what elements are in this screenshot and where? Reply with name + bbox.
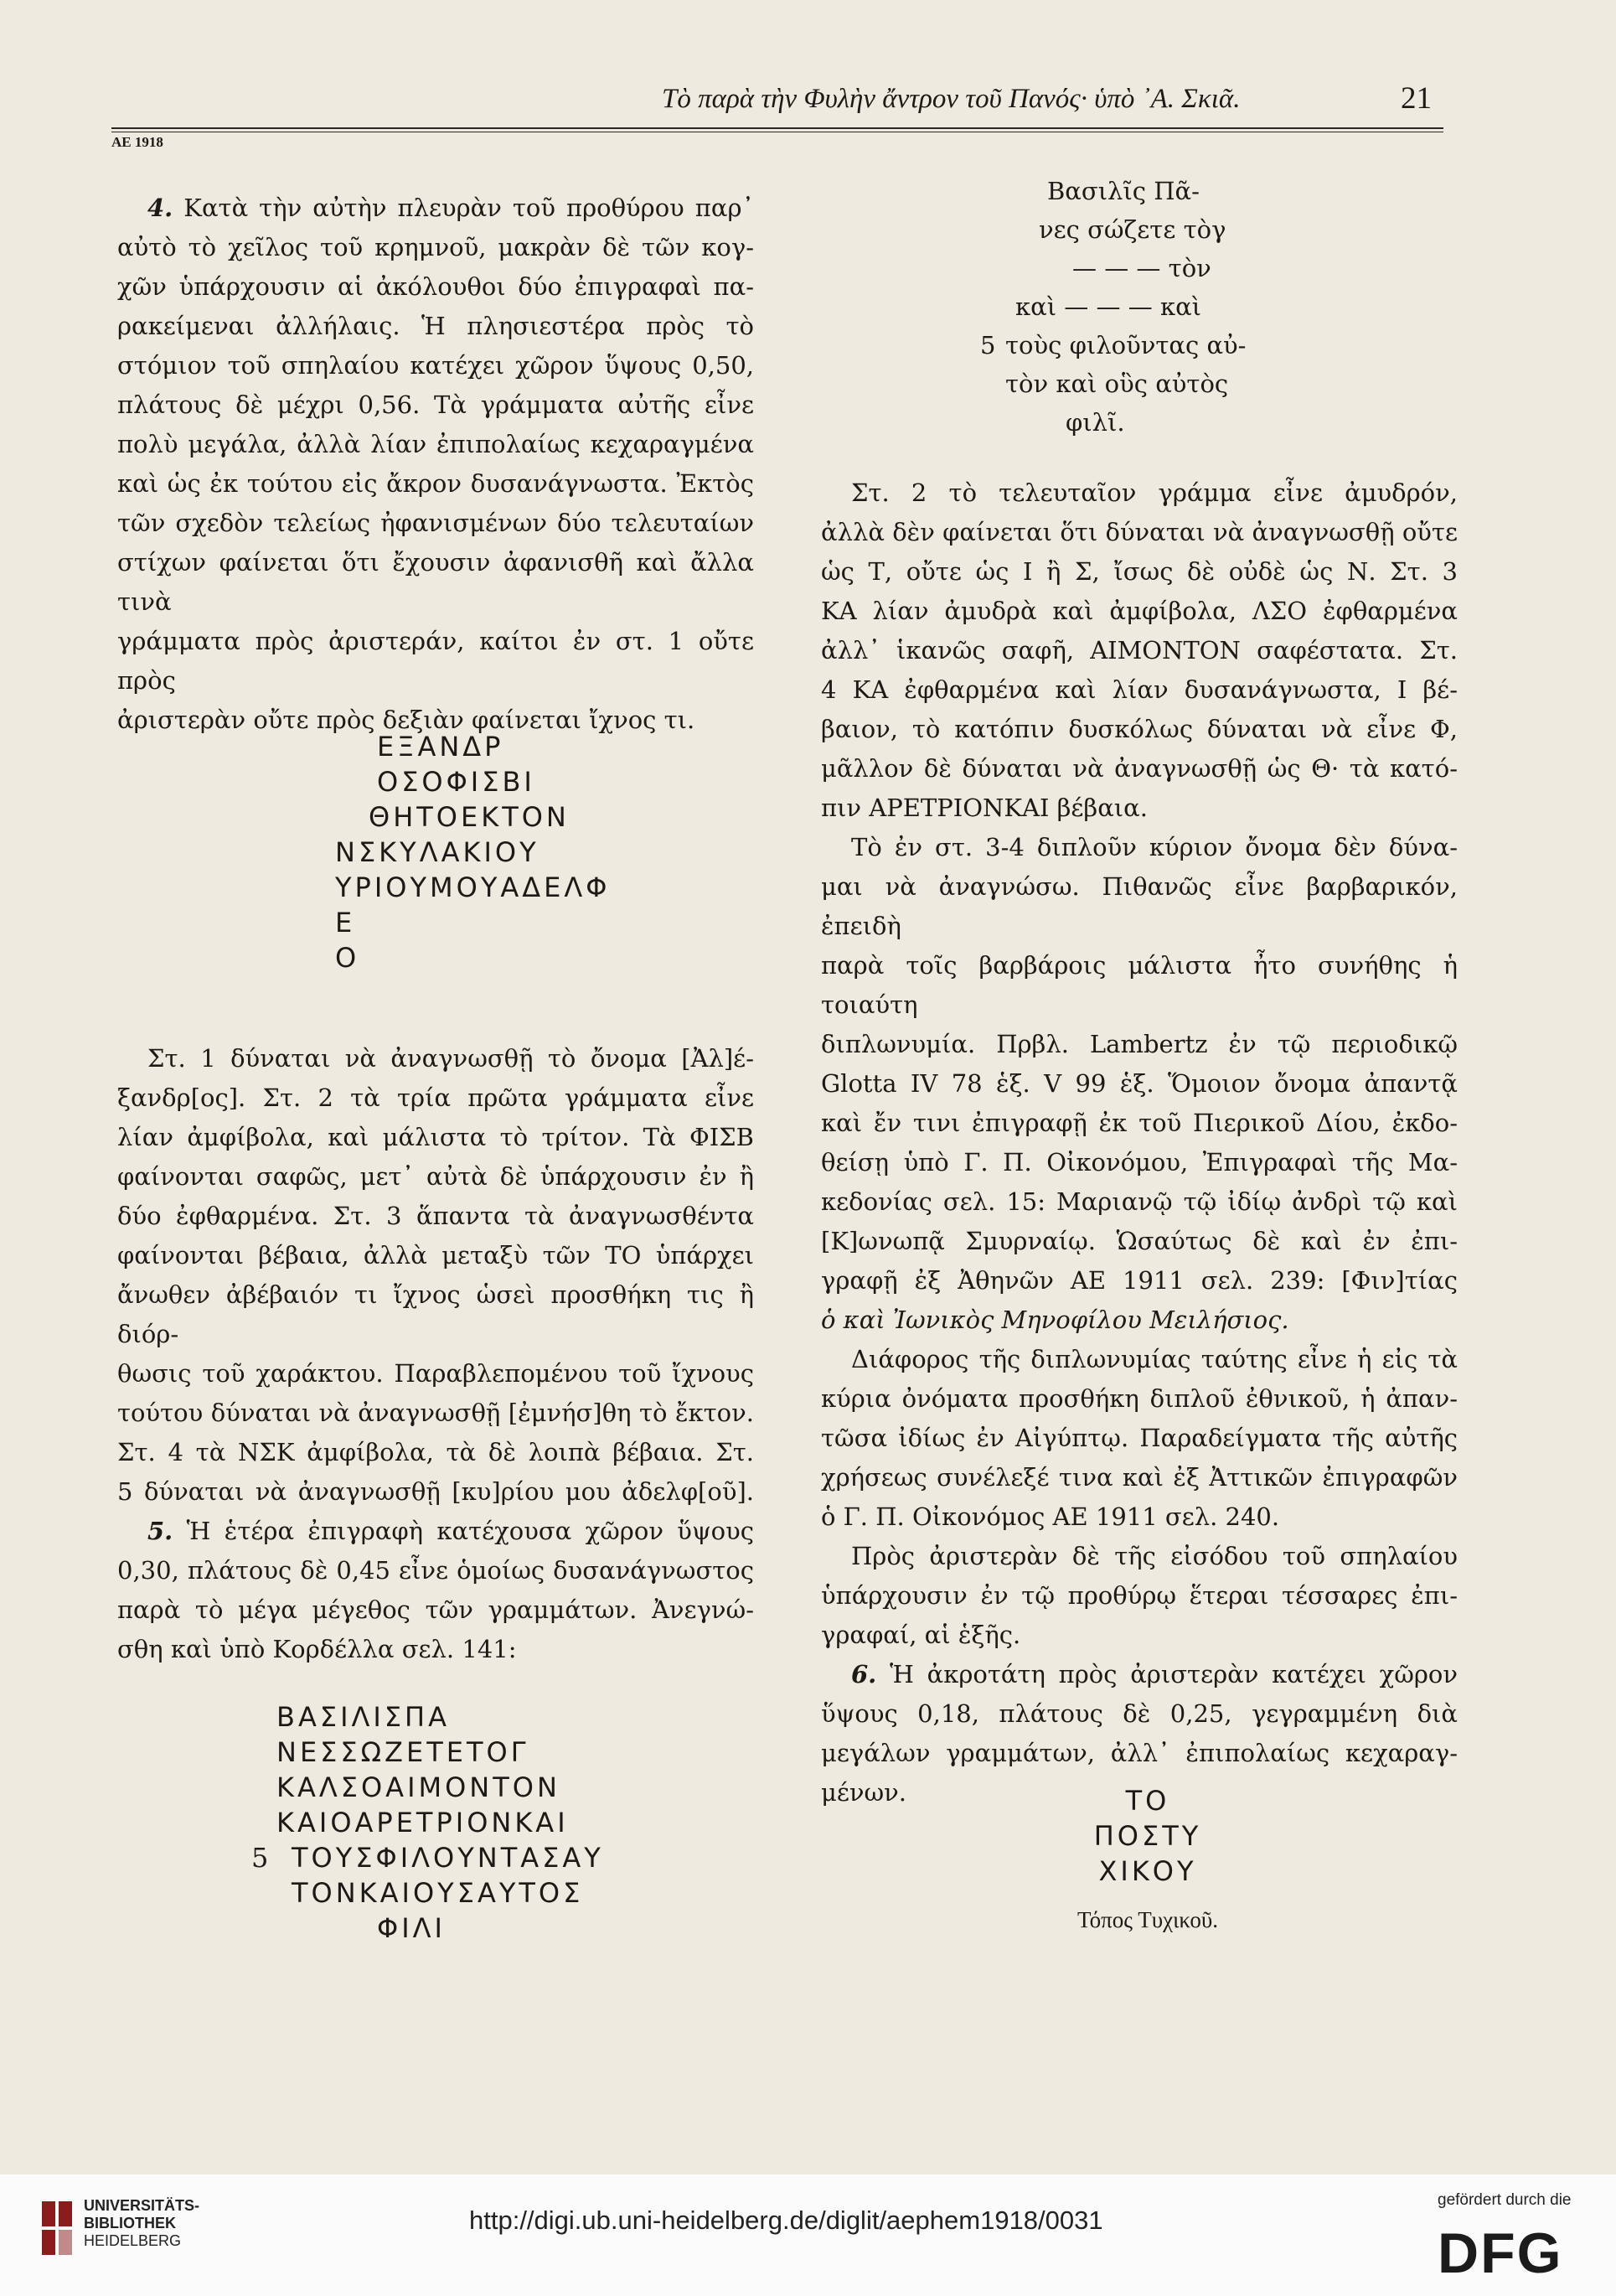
inscription-3-caption: Τόπος Τυχικοῦ. xyxy=(1077,1907,1218,1932)
inscription-line: 5 ΤΟΥΣΦΙΛΟΥΝΤΑΣΑΥ xyxy=(251,1842,604,1874)
funded-by-label: gefördert durch die xyxy=(1438,2191,1572,2209)
line-number: 5 xyxy=(980,331,996,359)
university-library-logo-icon xyxy=(40,2200,74,2257)
section-4 xyxy=(117,189,754,740)
para-line: Τὸ ἐν στ. 3-4 διπλοῦν κύριον ὄνομα δὲν δύνα- xyxy=(851,833,1458,861)
commentary-line: θωσις τοῦ χαράκτου. Παραβλεπομένου τοῦ ἴχνους xyxy=(117,1359,754,1388)
para-line: [Κ]ωνωπᾷ Σμυρναίῳ. Ὡσαύτως δὲ καὶ ἐν ἐπι- xyxy=(821,1227,1458,1255)
para-line: παρὰ τοῖς βαρβάροις μάλιστα ἦτο συνήθης ἡ τοιαύτη xyxy=(821,951,1458,1019)
library-name xyxy=(84,2197,199,2250)
transcription-line: νες σώζετε τὸγ xyxy=(1039,215,1226,244)
inscription-2 xyxy=(251,1699,604,1946)
para-line: κύρια ὀνόματα προσθήκη διπλοῦ ἐθνικοῦ, ἡ ἀπαν- xyxy=(821,1384,1458,1413)
journal-abbrev: ΑΕ 1918 xyxy=(111,134,163,150)
para4-line: ρακείμεναι ἀλλήλαις. Ἡ πλησιεστέρα πρὸς τὸ xyxy=(117,312,754,340)
para-line: βαιον, τὸ κατόπιν δυσκόλως δύναται νὰ εἶνε Φ, xyxy=(821,715,1458,743)
para-line: ἀλλ᾿ ἱκανῶς σαφῆ, ΑΙΜΟΝΤΟΝ σαφέστατα. Στ. xyxy=(821,636,1458,664)
commentary-line: Στ. 4 τὰ ΝΣΚ ἀμφίβολα, τὰ δὲ λοιπὰ βέβαια. Στ. xyxy=(117,1438,754,1466)
para-line: 4 ΚΑ ἐφθαρμένα καὶ λίαν δυσανάγνωστα, Ι βέ- xyxy=(821,675,1458,704)
para4-line: 4. Κατὰ τὴν αὐτὴν πλευρὰν τοῦ προθύρου παρ᾿ xyxy=(147,194,755,222)
running-title: Τὸ παρὰ τὴν Φυλὴν ἄντρον τοῦ Πανός· ὑπὸ ᾿Α. Σκιᾶ. xyxy=(662,84,1241,114)
transcription-line: Βασιλῖς Πᾶ- xyxy=(1047,177,1200,205)
para-line: ὕψους 0,18, πλάτους δὲ 0,25, γεγραμμένη διὰ xyxy=(821,1699,1458,1728)
para-line: τῶσα ἰδίως ἐν Αἰγύπτῳ. Παραδείγματα τῆς αὐτῆς xyxy=(821,1424,1458,1452)
right-column xyxy=(821,473,1458,1812)
left-commentary xyxy=(117,1039,754,1669)
para4-line: τῶν σχεδὸν τελείως ἠφανισμένων δύο τελευταίων xyxy=(117,509,754,537)
commentary-line: 5 δύναται νὰ ἀναγνωσθῇ [κυ]ρίου μου ἀδελφ[οῦ]. xyxy=(117,1477,754,1506)
para-line: ΚΑ λίαν ἀμυδρὰ καὶ ἀμφίβολα, ΛΣΟ ἐφθαρμένα xyxy=(821,597,1458,625)
inscription-line: ΧΙΚΟΥ xyxy=(1098,1855,1197,1887)
library-name-line: UNIVERSITÄTS- xyxy=(84,2197,200,2214)
para-line: καὶ ἔν τινι ἐπιγραφῇ ἐκ τοῦ Πιερικοῦ Δίου, ἐκδο- xyxy=(821,1109,1458,1137)
para-line: πιν ΑΡΕΤΡΙΟΝΚΑΙ βέβαια. xyxy=(821,794,1148,822)
inscription-line: ΚΑΛΣΟΑΙΜΟΝΤΟΝ xyxy=(276,1771,560,1803)
para4-line: χῶν ὑπάρχουσιν αἱ ἀκόλουθοι δύο ἐπιγραφαὶ πα- xyxy=(117,272,754,301)
para-line: ὑπάρχουσιν ἐν τῷ προθύρῳ ἕτεραι τέσσαρες ἐπι- xyxy=(821,1581,1458,1610)
commentary-line: τούτου δύναται νὰ ἀναγνωσθῇ [ἐμνήσ]θη τὸ ἔκτον. xyxy=(117,1399,754,1427)
inscription-line: ΕΞΑΝΔΡ xyxy=(377,731,504,763)
commentary-line: ἄνωθεν ἀβέβαιόν τι ἴχνος ὡσεὶ προσθήκη τις ἢ διόρ- xyxy=(117,1280,754,1348)
transcription-line: καὶ — — — καὶ xyxy=(1015,292,1202,321)
commentary-line: ξανδρ[ος]. Στ. 2 τὰ τρία πρῶτα γράμματα εἶνε xyxy=(117,1083,754,1112)
para-line: γραφῇ ἐξ Ἀθηνῶν ΑΕ 1911 σελ. 239: [Φιν]τίας xyxy=(821,1266,1458,1295)
inscription-line: ΤΟΝΚΑΙΟΥΣΑΥΤΟΣ xyxy=(292,1877,584,1909)
library-name-line: BIBLIOTHEK xyxy=(84,2215,176,2231)
header-rule xyxy=(111,127,1443,129)
inscription-line: Ο xyxy=(335,942,360,974)
para-line: ὁ Γ. Π. Οἰκονόμος ΑΕ 1911 σελ. 240. xyxy=(821,1502,1280,1531)
section-number: 5. xyxy=(147,1517,173,1545)
para-line: θείσῃ ὑπὸ Γ. Π. Οἰκονόμου, Ἐπιγραφαὶ τῆς Μα- xyxy=(821,1148,1458,1176)
transcription-line: τὸν καὶ οὓς αὐτὸς xyxy=(1005,370,1229,398)
para-line: γραφαί, αἱ ἑξῆς. xyxy=(821,1621,1021,1649)
inscription-line: ΦΙΛΙ xyxy=(377,1912,446,1944)
inscription-line: ΒΑΣΙΛΙΣΠΑ xyxy=(276,1701,450,1733)
para-line: χρήσεως συνέλεξέ τινα καὶ ἐξ Ἀττικῶν ἐπιγραφῶν xyxy=(821,1463,1458,1492)
inscription-line: ΤΟ xyxy=(1125,1785,1170,1817)
para4-line: στίχων φαίνεται ὅτι ἔχουσιν ἀφανισθῆ καὶ ἄλλα τινὰ xyxy=(117,548,754,616)
inscription-1 xyxy=(335,729,610,975)
para-line: μᾶλλον δὲ δύναται νὰ ἀναγνωσθῇ ὡς Θ· τὰ κατό- xyxy=(821,754,1458,783)
transcription-line: 5 τοὺς φιλοῦντας αὐ- xyxy=(980,326,1257,365)
commentary-line: φαίνονται σαφῶς, μετ᾿ αὐτὰ δὲ ὑπάρχουσιν ἐν ἢ xyxy=(117,1162,754,1191)
dfg-logo: DFG xyxy=(1438,2221,1563,2285)
page-number: 21 xyxy=(1401,81,1432,116)
para-line: διπλωνυμία. Πρβλ. Lambertz ἐν τῷ περιοδικῷ xyxy=(821,1030,1458,1058)
inscription-line: ΘΗΤΟΕΚΤΟΝ xyxy=(369,801,570,833)
transcription-line: φιλῖ. xyxy=(1066,408,1125,437)
para4-line: πλάτους δὲ μέχρι 0,56. Τὰ γράμματα αὐτῆς εἶνε xyxy=(117,390,754,419)
left-column xyxy=(117,189,754,740)
para4-line: στόμιον τοῦ σπηλαίου κατέχει χῶρον ὕψους 0,50, xyxy=(117,351,754,380)
inscription-line: Ε xyxy=(335,907,356,939)
section-number: 4. xyxy=(147,194,173,222)
para-line: ἀλλὰ δὲν φαίνεται ὅτι δύναται νὰ ἀναγνωσθῇ οὔτε xyxy=(821,518,1458,546)
inscription-line: ΝΣΚΥΛΑΚΙΟΥ xyxy=(335,836,540,868)
inscription-line: ΥΡΙΟΥΜΟΥΑΔΕΛΦ xyxy=(335,871,611,903)
para4-line: καὶ ὡς ἐκ τούτου εἰς ἄκρον δυσανάγνωστα. Ἐκτὸς xyxy=(117,469,754,498)
para-line: κεδονίας σελ. 15: Μαριανῷ τῷ ἰδίῳ ἀνδρὶ τῷ καὶ xyxy=(821,1187,1458,1216)
para4-line: ἀριστερὰν οὔτε πρὸς δεξιὰν φαίνεται ἴχνος τι. xyxy=(117,706,695,734)
para4-line: γράμματα πρὸς ἀριστεράν, καίτοι ἐν στ. 1 οὔτε πρὸς xyxy=(117,627,754,695)
line-number: 5 xyxy=(251,1842,269,1874)
inscription-3 xyxy=(1064,1783,1231,1889)
commentary-line: φαίνονται βέβαια, ἀλλὰ μεταξὺ τῶν ΤΟ ὑπάρχει xyxy=(117,1241,754,1270)
inscription-line: ΠΟΣΤΥ xyxy=(1093,1820,1202,1852)
para5-line: παρὰ τὸ μέγα μέγεθος τῶν γραμμάτων. Ἀνεγνώ- xyxy=(117,1595,754,1624)
commentary-line: Στ. 1 δύναται νὰ ἀναγνωσθῇ τὸ ὄνομα [Ἀλ]έ- xyxy=(147,1044,754,1073)
para-line: 6. Ἡ ἀκροτάτη πρὸς ἀριστερὰν κατέχει χῶρον xyxy=(851,1660,1459,1688)
transcription xyxy=(980,172,1257,442)
para-line: Διάφορος τῆς διπλωνυμίας ταύτης εἶνε ἡ εἰς τὰ xyxy=(851,1345,1458,1373)
para5-line: 5. Ἡ ἑτέρα ἐπιγραφὴ κατέχουσα χῶρον ὕψους xyxy=(147,1517,755,1545)
para5-line: σθη καὶ ὑπὸ Κορδέλλα σελ. 141: xyxy=(117,1635,517,1663)
transcription-line: — — — τὸν xyxy=(1072,254,1211,282)
para-line: Στ. 2 τὸ τελευταῖον γράμμα εἶνε ἀμυδρόν, xyxy=(851,478,1458,507)
para-line: μένων. xyxy=(821,1778,906,1807)
section-number: 6. xyxy=(851,1660,877,1688)
para4-line: αὐτὸ τὸ χεῖλος τοῦ κρημνοῦ, μακρὰν δὲ τῶν κογ- xyxy=(117,233,754,261)
commentary-line: λίαν ἀμφίβολα, καὶ μάλιστα τὸ τρίτον. Τὰ ΦΙΣΒ xyxy=(117,1123,754,1151)
para-line: μαι νὰ ἀναγνώσω. Πιθανῶς εἶνε βαρβαρικόν, ἐπειδὴ xyxy=(821,872,1458,940)
inscription-line: ΚΑΙΟΑΡΕΤΡΙΟΝΚΑΙ xyxy=(276,1807,569,1838)
inscription-line: ΝΕΣΣΩΖΕΤΕΤΟΓ xyxy=(276,1736,529,1768)
inscription-line: ΟΣΟΦΙΣΒΙ xyxy=(377,766,535,798)
source-url-link[interactable]: http://digi.ub.uni-heidelberg.de/diglit/aephem1918/0031 xyxy=(469,2206,1103,2235)
para-line: Glotta IV 78 ἑξ. V 99 ἑξ. Ὅμοιον ὄνομα ἀπαντᾷ xyxy=(821,1069,1458,1098)
para-line: ὁ καὶ Ἰωνικὸς Μηνοφίλου Μειλήσιος. xyxy=(821,1306,1289,1334)
para-line: Πρὸς ἀριστερὰν δὲ τῆς εἰσόδου τοῦ σπηλαίου xyxy=(851,1542,1458,1570)
library-name-line: HEIDELBERG xyxy=(84,2232,182,2249)
para-line: μεγάλων γραμμάτων, ἀλλ᾿ ἐπιπολαίως κεχαραγ- xyxy=(821,1739,1458,1767)
para5-line: 0,30, πλάτους δὲ 0,45 εἶνε ὁμοίως δυσανάγνωστος xyxy=(117,1556,754,1585)
commentary-line: δύο ἐφθαρμένα. Στ. 3 ἅπαντα τὰ ἀναγνωσθέντα xyxy=(117,1202,754,1230)
para-line: ὡς Τ, οὔτε ὡς Ι ἢ Σ, ἴσως δὲ οὐδὲ ὡς Ν. Στ. 3 xyxy=(821,557,1458,586)
para4-line: πολὺ μεγάλα, ἀλλὰ λίαν ἐπιπολαίως κεχαραγμένα xyxy=(117,430,754,458)
